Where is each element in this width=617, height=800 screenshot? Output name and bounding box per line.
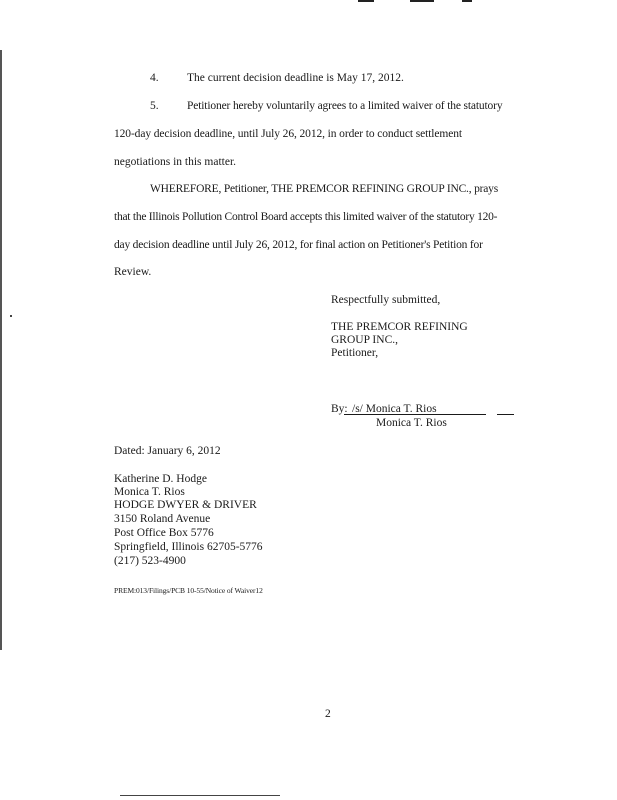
- counsel-name-2: Monica T. Rios: [114, 486, 185, 498]
- item-4-text: The current decision deadline is May 17, 2012.: [187, 72, 404, 84]
- signer-name: Monica T. Rios: [376, 417, 447, 429]
- company-line-1: THE PREMCOR REFINING: [331, 321, 468, 333]
- item-5-line-2: 120-day decision deadline, until July 26, 2012, in order to conduct settlement: [114, 128, 462, 140]
- item-4-number: 4.: [150, 72, 159, 84]
- wherefore-line-4: Review.: [114, 266, 152, 278]
- wherefore-line-1: WHEREFORE, Petitioner, THE PREMCOR REFINING GROUP INC., prays: [150, 183, 498, 195]
- item-5-line-1: Petitioner hereby voluntarily agrees to a limited waiver of the statutory: [187, 100, 503, 112]
- by-label: By:: [331, 403, 348, 415]
- scan-edge-bottom: [120, 795, 280, 796]
- signature-underline: [344, 414, 486, 415]
- wherefore-line-2: that the Illinois Pollution Control Board accepts this limited waiver of the statutory 120-: [114, 211, 498, 223]
- wherefore-line-3: day decision deadline until July 26, 2012, for final action on Petitioner's Petition for: [114, 239, 483, 251]
- scan-edge-top-1: [358, 0, 374, 2]
- page-number: 2: [325, 708, 331, 720]
- closing: Respectfully submitted,: [331, 294, 441, 306]
- scan-edge-top-3: [462, 0, 472, 2]
- company-line-2: GROUP INC.,: [331, 334, 398, 346]
- counsel-firm: HODGE DWYER & DRIVER: [114, 499, 257, 511]
- signature-underline-tail: [497, 414, 514, 415]
- scan-dot-left: [10, 315, 12, 317]
- item-5-number: 5.: [150, 100, 159, 112]
- counsel-street: 3150 Roland Avenue: [114, 513, 211, 525]
- item-5-line-3: negotiations in this matter.: [114, 156, 237, 168]
- counsel-name-1: Katherine D. Hodge: [114, 473, 207, 485]
- dated-line: Dated: January 6, 2012: [114, 445, 221, 457]
- counsel-city: Springfield, Illinois 62705-5776: [114, 541, 263, 553]
- file-reference: PREM:013/Filings/PCB 10-55/Notice of Waiver12: [114, 586, 263, 595]
- counsel-phone: (217) 523-4900: [114, 555, 186, 567]
- signature-line: /s/ Monica T. Rios: [352, 403, 437, 415]
- petitioner-role: Petitioner,: [331, 347, 379, 359]
- scan-edge-top-2: [410, 0, 434, 2]
- scan-edge-left: [0, 50, 2, 650]
- counsel-po-box: Post Office Box 5776: [114, 527, 214, 539]
